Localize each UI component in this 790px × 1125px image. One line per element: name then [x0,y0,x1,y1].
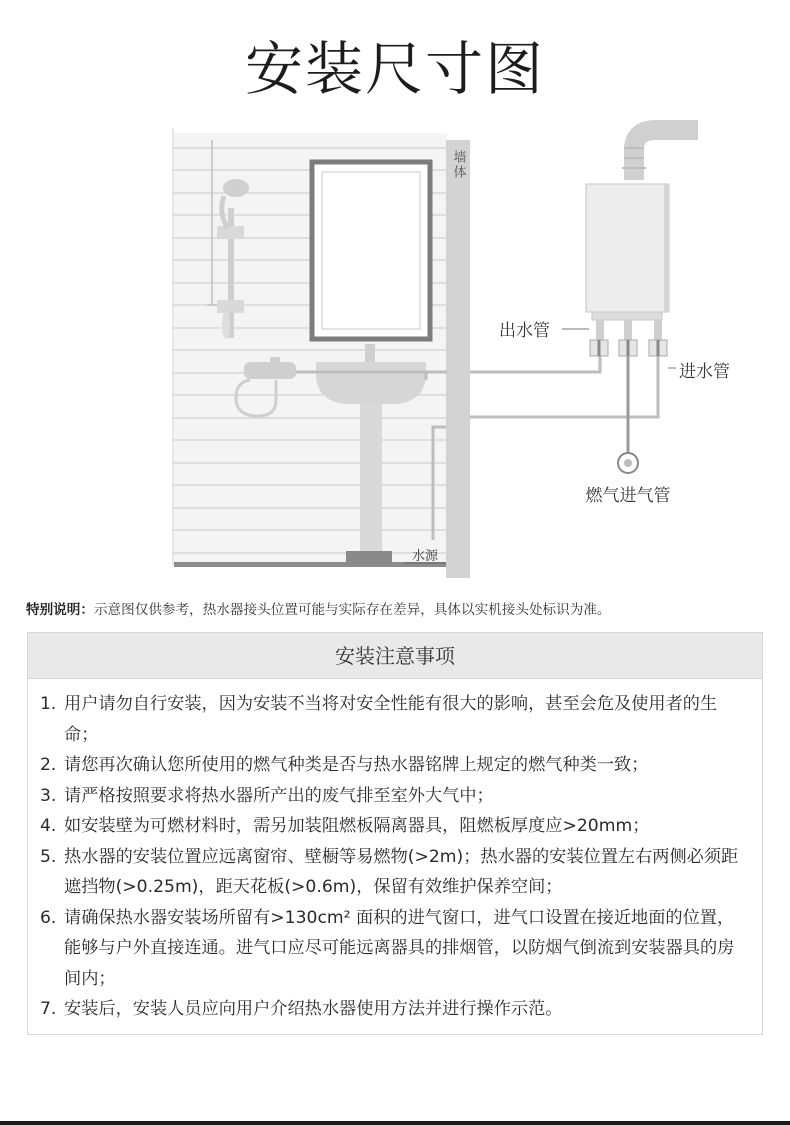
item-number: 2. [40,755,57,775]
list-item [40,842,746,903]
special-note-text: 示意图仅供参考，热水器接头位置可能与实际存在差异，具体以实机接头处标识为准。 [93,602,611,618]
item-text: 如安装壁为可燃材料时，需另加装阻燃板隔离器具，阻燃板厚度应>20mm； [64,816,650,836]
item-text: 请确保热水器安装场所留有>130cm² 面积的进气窗口，进气口设置在接近地面的位置，能够与户外直接连通。进气口应尽可能远离器具的排烟管，以防烟气倒流到安装器具的房间内； [64,907,735,989]
water-inlet-label: 进水管 [679,362,730,382]
special-note-label: 特别说明： [26,602,94,618]
item-number: 7. [40,999,57,1019]
item-text: 用户请勿自行安装，因为安装不当将对安全性能有很大的影响，甚至会危及使用者的生命； [64,694,718,745]
list-item [40,994,746,1025]
water-outlet-label: 出水管 [499,321,550,341]
water-source-label: 水源 [412,549,439,564]
item-number: 4. [40,816,57,836]
wall-pillar [446,140,470,578]
list-item [40,781,746,812]
item-text: 请您再次确认您所使用的燃气种类是否与热水器铭牌上规定的燃气种类一致； [64,755,649,775]
list-item [40,903,746,995]
wall-label: 墙体 [450,150,466,180]
special-note [26,598,776,618]
gas-inlet-label: 燃气进气管 [585,486,671,506]
gas-inlet-valve [618,453,638,473]
item-text: 安装后，安装人员应向用户介绍热水器使用方法并进行操作示范。 [64,999,563,1019]
water-heater [586,130,698,356]
list-item [40,811,746,842]
item-text: 热水器的安装位置应远离窗帘、壁橱等易燃物(>2m)；热水器的安装位置左右两侧必须距遮挡物(>0.25m)，距天花板(>0.6m)，保留有效维护保养空间； [64,846,739,897]
item-number: 6. [40,907,57,928]
precautions-list [28,679,762,1025]
item-number: 3. [40,785,57,806]
bottom-divider [0,1121,790,1125]
precautions-heading: 安装注意事项 [28,633,762,679]
item-text: 请严格按照要求将热水器所产出的废气排至室外大气中； [64,785,494,806]
installation-precautions [27,632,763,1035]
page-title: 安装尺寸图 [244,35,545,103]
item-number: 1. [40,694,57,714]
mirror [312,162,430,339]
list-item [40,689,746,750]
list-item [40,750,746,781]
item-number: 5. [40,846,57,867]
